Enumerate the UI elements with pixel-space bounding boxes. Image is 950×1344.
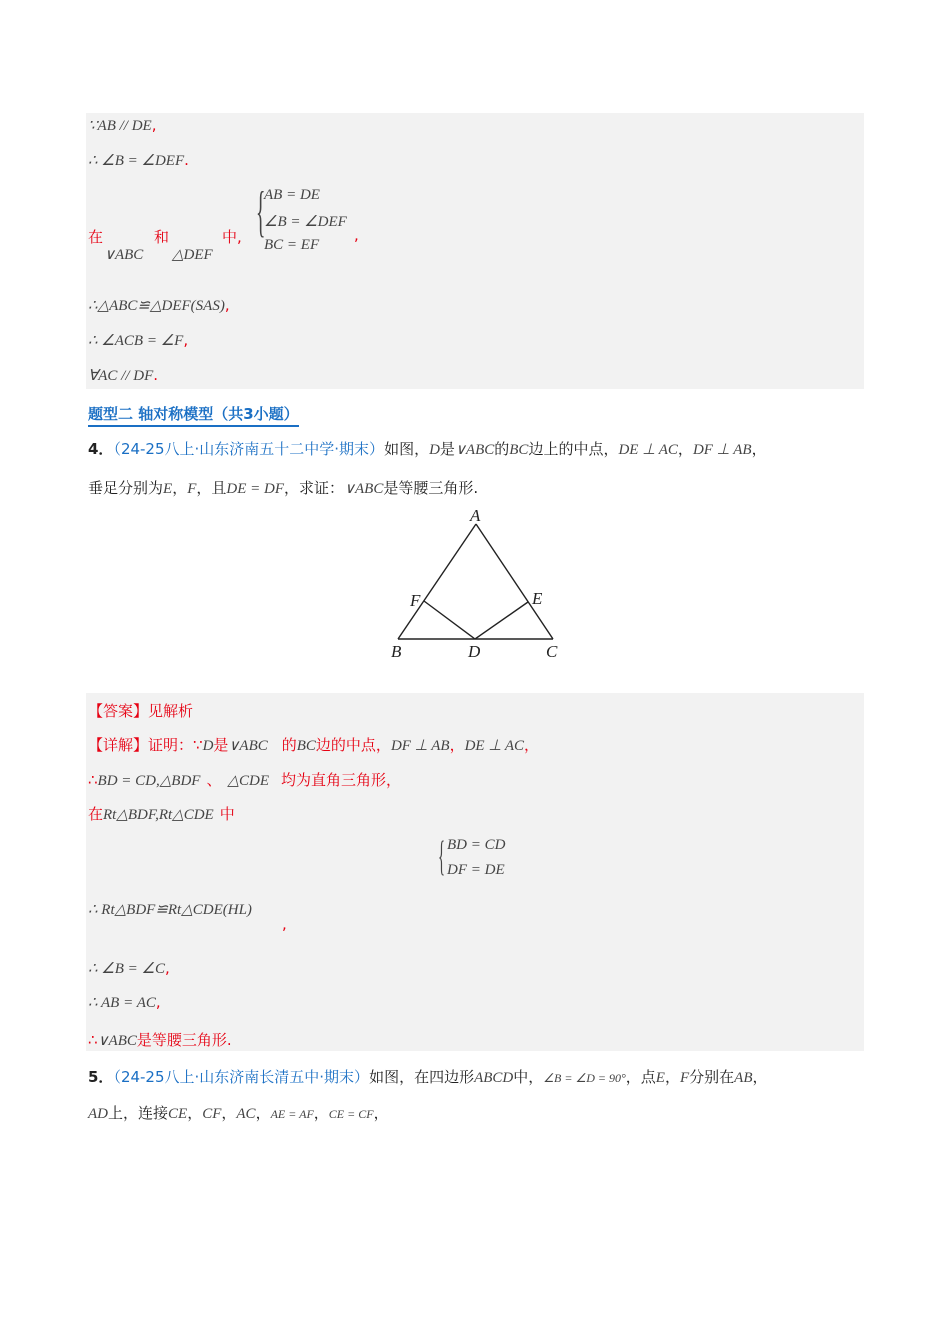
box1-line-5-tail: , <box>183 331 189 349</box>
box1-line-6-math: ∀AC // DF <box>88 368 154 384</box>
q4-line-1 <box>88 438 767 459</box>
q4-text-5: ， <box>677 440 693 458</box>
detail-1-m4: DF ⊥ AB <box>390 738 450 754</box>
detail-1-a: 证明：∵ <box>148 736 203 754</box>
detail-4-m: ∴ Rt△BDF≌Rt△CDE(HL) <box>88 902 252 918</box>
label-d: D <box>468 642 481 661</box>
box1-line-4-tail: , <box>224 296 230 314</box>
detail-1-e: ， <box>449 736 465 754</box>
q4-text-9: ，且 <box>196 479 227 497</box>
box1-sys-2: ∠B = ∠DEF <box>264 214 347 230</box>
side-ab <box>398 524 476 639</box>
detail-2-m2: △CDE <box>227 773 270 789</box>
detail-1-m3: BC <box>296 738 316 754</box>
detail-line-3 <box>88 803 235 824</box>
box1-line-1-math: ∵AB // DE <box>88 118 152 134</box>
detail-2-c: 均为直角三角形， <box>281 771 402 789</box>
detail-6-tail: , <box>155 993 161 1011</box>
q4-math-8: DE = DF <box>226 481 285 497</box>
detail-7-b: 是等腰三角形. <box>136 1031 232 1049</box>
detail-line-2 <box>88 769 401 790</box>
q4-math-2: ∨ABC <box>454 442 495 458</box>
q4-text-2: 是 <box>439 440 455 458</box>
detail-line-7 <box>88 1029 232 1050</box>
q4-text-4: 边上的中点， <box>528 440 619 458</box>
box1-line-5-math: ∴ ∠ACB = ∠F <box>88 333 184 349</box>
q5-number: 5． <box>88 1068 114 1086</box>
q4-text-8: ， <box>172 479 188 497</box>
q5-math-4: F <box>679 1070 690 1086</box>
q4-number: 4． <box>88 440 114 458</box>
q4-line-2 <box>88 477 478 498</box>
box1-zhong: 中, <box>222 228 242 246</box>
box1-line-6 <box>88 366 158 385</box>
label-e: E <box>532 589 543 608</box>
q4-math-6: E <box>163 481 173 497</box>
box1-line-2-tail: . <box>184 151 189 169</box>
answer-line <box>88 700 193 721</box>
box1-system-brace: { <box>256 181 266 243</box>
q5-text-5: 分别在 <box>689 1068 735 1086</box>
q5-text-8: ， <box>187 1104 203 1122</box>
detail-tag: 【详解】 <box>88 736 149 754</box>
box1-he: 和 <box>154 228 170 246</box>
box1-line-1 <box>88 116 156 135</box>
box1-sys-3: BC = EF <box>264 237 320 253</box>
answer-tag: 【答案】 <box>88 702 149 720</box>
box1-line-4-math: ∴△ABC≌△DEF(SAS) <box>88 298 225 314</box>
label-f: F <box>410 591 421 610</box>
q5-text-4: ， <box>664 1068 680 1086</box>
detail-1-c: 的 <box>281 736 297 754</box>
detail-7-a: ∴ <box>88 1031 98 1049</box>
q4-math-9: ∨ABC <box>344 481 384 497</box>
detail-5-tail: , <box>164 959 170 977</box>
q5-line-2 <box>88 1102 389 1123</box>
q5-text-2: 中， <box>513 1068 544 1086</box>
triangle-figure <box>380 504 570 664</box>
label-b: B <box>391 642 402 661</box>
q4-text-6: ， <box>751 440 767 458</box>
box1-tri-def: △DEF <box>172 247 213 263</box>
q5-line-1 <box>88 1066 768 1087</box>
label-c: C <box>546 642 558 661</box>
q4-text-7: 垂足分别为 <box>88 479 164 497</box>
q4-math-4: DE ⊥ AC <box>618 442 678 458</box>
q5-math-1: ABCD <box>474 1070 514 1086</box>
box1-zai: 在 <box>88 228 104 246</box>
box1-line-1-tail: , <box>151 116 157 134</box>
box1-sys-1: AB = DE <box>264 187 320 203</box>
q5-math-3: E <box>655 1070 665 1086</box>
box2-system-brace: { <box>438 834 446 880</box>
q5-math-9: AC <box>236 1106 256 1122</box>
q5-math-11: CE = CF <box>328 1107 374 1121</box>
detail-7-m: ∨ABC <box>97 1033 137 1049</box>
detail-1-m1: D <box>202 738 214 754</box>
detail-1-b: 是 <box>213 736 229 754</box>
q4-text-1: 如图， <box>384 440 430 458</box>
detail-2-m1: BD = CD,△BDF <box>97 773 201 789</box>
detail-1-m2: ∨ABC <box>228 738 268 754</box>
box1-line-2 <box>88 151 189 170</box>
segment-de <box>475 602 528 639</box>
q5-text-3: ，点 <box>625 1068 656 1086</box>
q4-math-3: BC <box>509 442 529 458</box>
box1-line-5 <box>88 331 188 350</box>
q4-source: （24-25八上·山东济南五十二中学·期末） <box>113 440 385 458</box>
detail-2-b: 、 <box>206 771 222 789</box>
q4-math-7: F <box>187 481 197 497</box>
q5-math-2: ∠B = ∠D = 90° <box>543 1071 626 1085</box>
box2-sys-2: DF = DE <box>447 862 505 878</box>
q5-math-10: AE = AF <box>270 1107 314 1121</box>
detail-3-a: 在 <box>88 805 104 823</box>
q5-math-7: CE <box>168 1106 188 1122</box>
q4-text-10: ，求证： <box>284 479 345 497</box>
q5-text-6: ， <box>752 1068 768 1086</box>
q4-text-11: 是等腰三角形. <box>383 479 479 497</box>
box1-line-4 <box>88 296 230 315</box>
detail-line-1 <box>88 734 539 755</box>
side-ac <box>476 524 553 639</box>
answer-text: 见解析 <box>148 702 194 720</box>
box1-line-2-math: ∴ ∠B = ∠DEF <box>88 153 185 169</box>
detail-line-4 <box>88 900 252 919</box>
detail-2-a: ∴ <box>88 771 98 789</box>
box1-tri-abc: ∨ABC <box>104 247 144 263</box>
segment-df <box>424 601 475 639</box>
q5-text-1: 如图，在四边形 <box>369 1068 475 1086</box>
detail-6-m: ∴ AB = AC <box>88 995 156 1011</box>
detail-4-tail: , <box>282 915 287 933</box>
detail-line-6 <box>88 993 161 1012</box>
q5-math-5: AB <box>734 1070 753 1086</box>
label-a: A <box>470 506 481 525</box>
detail-1-m5: DE ⊥ AC <box>464 738 525 754</box>
detail-1-f: ， <box>524 736 540 754</box>
q5-math-6: AD <box>88 1106 108 1122</box>
q5-math-8: CF <box>202 1106 222 1122</box>
q5-text-11: ， <box>313 1104 329 1122</box>
detail-5-m: ∴ ∠B = ∠C <box>88 961 165 977</box>
q5-text-12: ， <box>373 1104 389 1122</box>
detail-1-d: 边的中点， <box>315 736 391 754</box>
box1-sys-tail: , <box>354 226 359 244</box>
q4-math-5: DF ⊥ AB <box>692 442 752 458</box>
q5-text-7: 上，连接 <box>108 1104 169 1122</box>
detail-3-m: Rt△BDF,Rt△CDE <box>103 807 214 823</box>
detail-line-5 <box>88 959 170 978</box>
q5-text-10: ， <box>255 1104 271 1122</box>
q4-math-1: D <box>429 442 440 458</box>
box2-sys-1: BD = CD <box>447 837 506 853</box>
q5-source: （24-25八上·山东济南长清五中·期末） <box>113 1068 370 1086</box>
q5-text-9: ， <box>221 1104 237 1122</box>
q4-text-3: 的 <box>494 440 510 458</box>
section-heading: 题型二 轴对称模型（共3小题） <box>88 403 299 427</box>
box1-line-6-tail: . <box>153 366 159 384</box>
detail-3-b: 中 <box>219 805 235 823</box>
